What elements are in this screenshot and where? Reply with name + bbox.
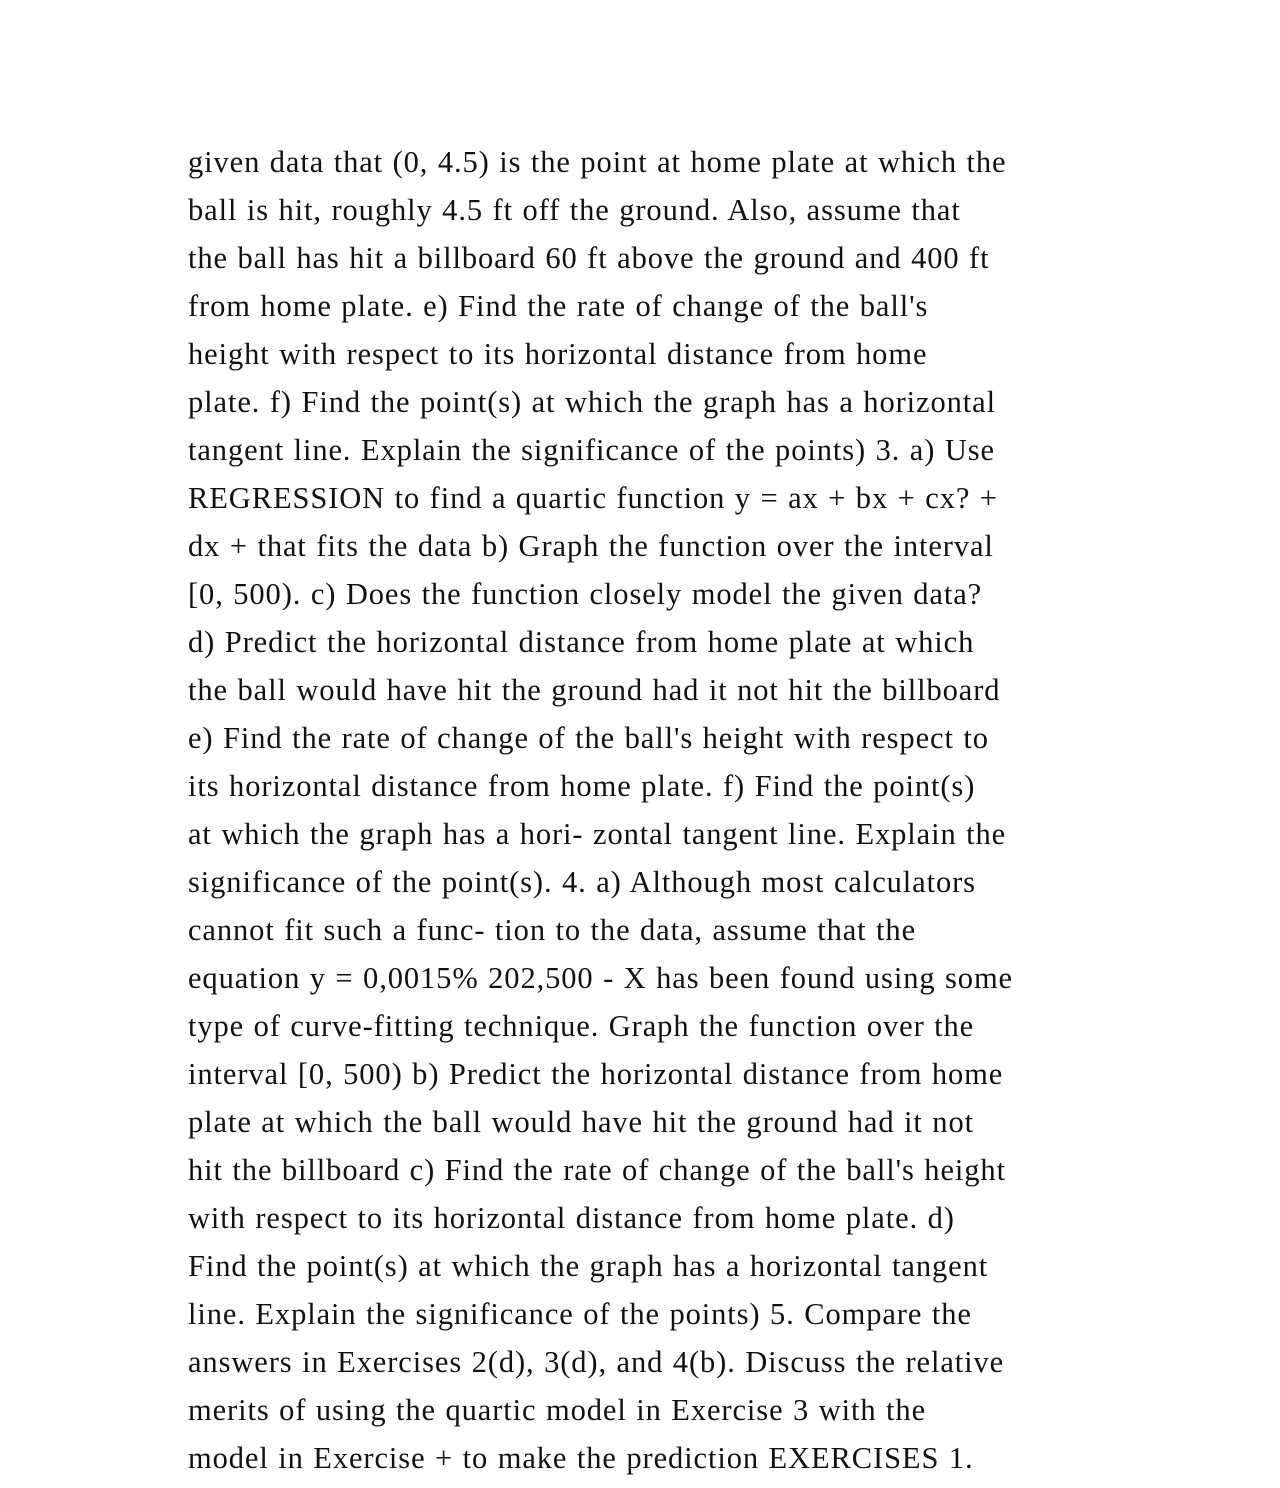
text-line: line. Explain the significance of the points) 5. Compare the xyxy=(188,1297,972,1331)
text-line: with respect to its horizontal distance from home plate. d) xyxy=(188,1201,955,1235)
text-line: the ball has hit a billboard 60 ft above the ground and 400 ft xyxy=(188,241,990,275)
text-line: plate. f) Find the point(s) at which the graph has a horizontal xyxy=(188,385,996,419)
text-line: plate at which the ball would have hit the ground had it not xyxy=(188,1105,974,1139)
text-line: its horizontal distance from home plate. f) Find the point(s) xyxy=(188,769,976,803)
text-line: at which the graph has a hori- zontal tangent line. Explain the xyxy=(188,817,1007,851)
text-line: cannot fit such a func- tion to the data, assume that the xyxy=(188,913,917,947)
text-line: height with respect to its horizontal distance from home xyxy=(188,337,928,371)
text-line: significance of the point(s). 4. a) Although most calculators xyxy=(188,865,976,899)
text-line: Find the point(s) at which the graph has a horizontal tangent xyxy=(188,1249,989,1283)
text-line: [0, 500). c) Does the function closely model the given data? xyxy=(188,577,983,611)
text-line: e) Find the rate of change of the ball's height with respect to xyxy=(188,721,989,755)
text-line: interval [0, 500) b) Predict the horizontal distance from home xyxy=(188,1057,1004,1091)
text-line: hit the billboard c) Find the rate of change of the ball's height xyxy=(188,1153,1006,1187)
text-line: from home plate. e) Find the rate of change of the ball's xyxy=(188,289,929,323)
document-body xyxy=(188,138,1108,1482)
text-line: merits of using the quartic model in Exercise 3 with the xyxy=(188,1393,927,1427)
text-line: given data that (0, 4.5) is the point at home plate at which the xyxy=(188,145,1007,179)
text-line: the ball would have hit the ground had it not hit the billboard xyxy=(188,673,1001,707)
text-line: model in Exercise + to make the prediction EXERCISES 1. xyxy=(188,1441,974,1475)
text-line: REGRESSION to find a quartic function y = ax + bx + cx? + xyxy=(188,481,998,515)
text-line: equation y = 0,0015% 202,500 - X has been found using some xyxy=(188,961,1013,995)
text-line: ball is hit, roughly 4.5 ft off the ground. Also, assume that xyxy=(188,193,961,227)
text-line: dx + that fits the data b) Graph the function over the interval xyxy=(188,529,994,563)
text-line: type of curve-fitting technique. Graph the function over the xyxy=(188,1009,975,1043)
text-line: answers in Exercises 2(d), 3(d), and 4(b). Discuss the relative xyxy=(188,1345,1005,1379)
text-line: d) Predict the horizontal distance from home plate at which xyxy=(188,625,975,659)
text-line: tangent line. Explain the significance of the points) 3. a) Use xyxy=(188,433,995,467)
